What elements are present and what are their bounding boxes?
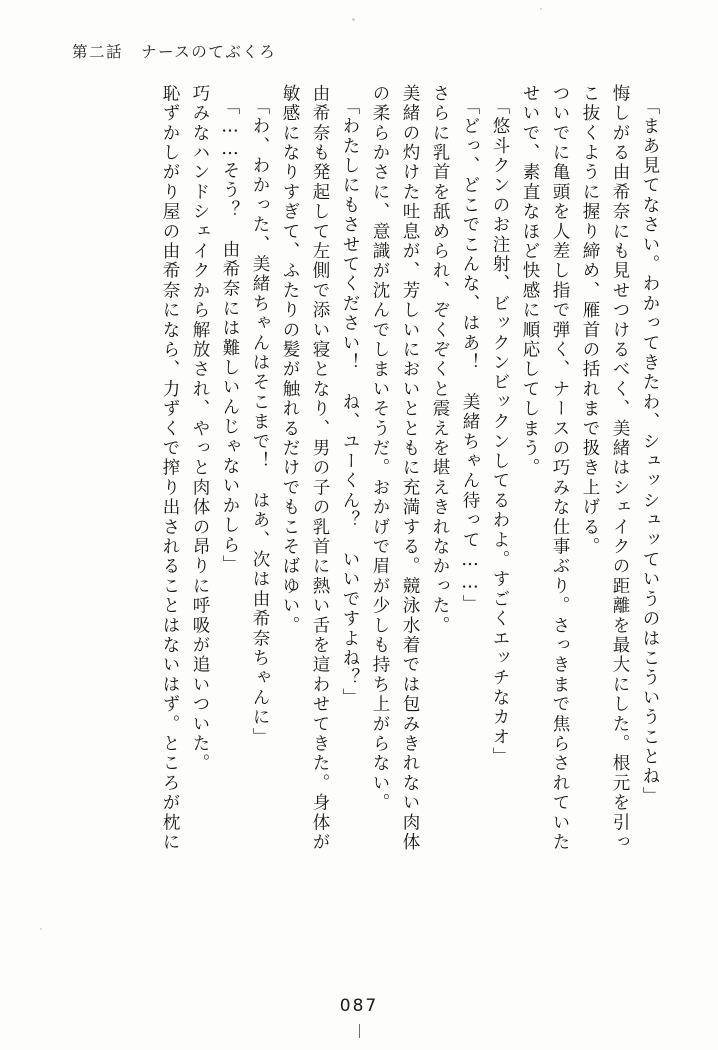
- scan-speck: [40, 928, 42, 930]
- chapter-number: 第二話: [72, 43, 124, 61]
- text-column: 「わ、わかった、美緒ちゃんはそこまで！ はあ、次は由希奈ちゃんに」: [250, 97, 270, 748]
- text-column: せいで、素直なほど快感に順応してしまう。: [520, 84, 540, 478]
- chapter-header: [72, 40, 276, 62]
- text-column: さらに乳首を舐められ、ぞくぞくと震えを堪えきれなかった。: [430, 84, 450, 636]
- text-column: 「……そう？ 由希奈には難しいんじゃないかしら」: [220, 97, 240, 575]
- chapter-title: ナースのてぶくろ: [141, 43, 277, 61]
- text-column: こ抜くように握り締め、雁首の括れまで扱き上げる。: [580, 84, 600, 557]
- text-column: 「まあ見てなさい。わかってきたわ、シュッシュッていうのはこういうことね」: [640, 97, 660, 807]
- text-column: 巧みなハンドシェイクから解放され、やっと肉体の昂りに呼吸が追いついた。: [190, 84, 210, 774]
- text-column: の柔らかさに、意識が沈んでしまいそうだ。おかげで眉が少しも持ち上がらない。: [370, 84, 390, 813]
- folio-rule: [359, 1024, 360, 1038]
- scan-speck: [352, 18, 355, 21]
- scan-speck: [540, 8, 542, 10]
- text-column: ついでに亀頭を人差し指で弾く、ナースの巧みな仕事ぶり。さっきまで焦らされていた: [550, 84, 570, 853]
- text-column: 「わたしにもさせてください！ ね、ユーくん？ いいですよね？」: [340, 97, 360, 708]
- text-column: 敏感になりすぎて、ふたりの髪が触れるだけでもこそばゆい。: [280, 84, 300, 636]
- page-number: 087: [339, 996, 379, 1016]
- vertical-text-body: [62, 84, 658, 960]
- text-column: 「悠斗クンのお注射、ビックンビックンしてるわよ。すごくエッチなカオ」: [490, 97, 510, 767]
- text-column: 恥ずかしがり屋の由希奈になら、力ずくで搾り出されることはないはず。ところが枕に: [160, 84, 180, 853]
- text-column: 「どっ、どこでこんな、はあ！ 美緒ちゃん待って……」: [460, 97, 480, 615]
- text-column: 悔しがる由希奈にも見せつけるべく、美緒はシェイクの距離を最大にした。根元を引っ: [610, 84, 630, 853]
- text-column: 由希奈も発起して左側で添い寝となり、男の子の乳首に熱い舌を這わせてきた。身体が: [310, 84, 330, 853]
- text-column: 美緒の灼けた吐息が、芳しいにおいとともに充満する。競泳水着では包みきれない肉体: [400, 84, 420, 853]
